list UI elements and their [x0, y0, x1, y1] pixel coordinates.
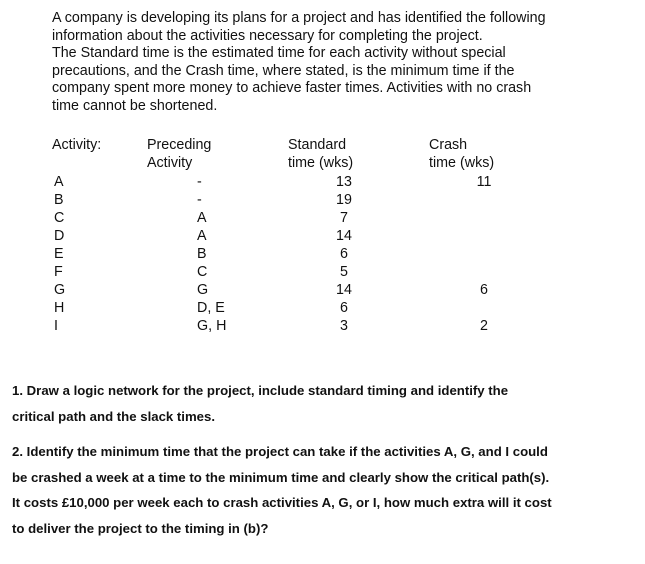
activity-cell: F: [54, 264, 63, 280]
crash-time-cell: [466, 263, 502, 281]
activity-cell: A: [54, 174, 64, 190]
crash-time-cell: [466, 227, 502, 245]
activity-cell: E: [54, 246, 64, 262]
question-1: [12, 378, 632, 429]
standard-time-cell: 6: [340, 246, 348, 262]
preceding-cell: D, E: [197, 300, 225, 316]
preceding-header-line1: Preceding: [147, 137, 212, 153]
activity-cell: C: [54, 210, 65, 226]
crash-time-cell: 11: [476, 174, 492, 190]
standard-header: [288, 137, 353, 172]
activity-cell: H: [54, 300, 65, 316]
question-2-line: 2. Identify the minimum time that the project can take if the activities A, G, and I could: [12, 444, 548, 459]
preceding-cell: -: [197, 192, 202, 208]
activity-column: [54, 173, 74, 335]
question-2: [12, 439, 632, 541]
standard-time-cell: 14: [336, 228, 352, 244]
activity-cell: D: [54, 228, 65, 244]
crash-time-column: [466, 173, 502, 335]
question-2-line: to deliver the project to the timing in (b)?: [12, 520, 269, 536]
question-2-line: It costs £10,000 per week each to crash activities A, G, or I, how much extra will it cost: [12, 495, 552, 510]
intro-line: time cannot be shortened.: [52, 97, 218, 114]
intro-line: precautions, and the Crash time, where stated, is the minimum time if the: [52, 62, 515, 79]
crash-time-cell: 2: [480, 318, 488, 334]
crash-header-line1: Crash: [429, 137, 468, 153]
preceding-cell: -: [197, 174, 202, 190]
preceding-cell: G, H: [197, 318, 227, 334]
question-1-line: critical path and the slack times.: [12, 408, 216, 424]
activity-cell: G: [54, 282, 66, 298]
preceding-header-line2: Activity: [147, 154, 193, 171]
problem-intro: [52, 10, 632, 116]
crash-header: [429, 137, 494, 172]
activity-header: [52, 137, 101, 155]
activity-cell: I: [54, 318, 58, 334]
crash-header-line2: time (wks): [429, 154, 495, 171]
crash-time-cell: [466, 299, 502, 317]
activity-cell: B: [54, 192, 64, 208]
crash-time-cell: [466, 209, 502, 227]
preceding-column: [197, 173, 257, 335]
standard-time-column: [326, 173, 362, 335]
standard-time-cell: 6: [340, 300, 348, 316]
crash-time-cell: [466, 245, 502, 263]
preceding-cell: G: [197, 282, 209, 298]
standard-time-cell: 14: [336, 282, 352, 298]
standard-time-cell: 7: [340, 210, 348, 226]
preceding-cell: C: [197, 264, 208, 280]
preceding-cell: B: [197, 246, 207, 262]
standard-time-cell: 3: [340, 318, 348, 334]
intro-line: information about the activities necessary for completing the project.: [52, 27, 483, 44]
intro-line: A company is developing its plans for a project and has identified the following: [52, 10, 546, 26]
standard-time-cell: 5: [340, 264, 348, 280]
question-2-line: be crashed a week at a time to the minimum time and clearly show the critical path(s).: [12, 469, 550, 485]
standard-header-line1: Standard: [288, 137, 347, 153]
crash-time-cell: [466, 191, 502, 209]
standard-time-cell: 13: [336, 174, 352, 190]
preceding-cell: A: [197, 210, 207, 226]
crash-time-cell: 6: [480, 282, 488, 298]
activity-header-label: Activity:: [52, 137, 102, 153]
question-1-line: 1. Draw a logic network for the project, include standard timing and identify the: [12, 383, 509, 398]
intro-line: company spent more money to achieve faster times. Activities with no crash: [52, 80, 532, 97]
standard-time-cell: 19: [336, 192, 352, 208]
preceding-header: [147, 137, 211, 172]
intro-line: The Standard time is the estimated time for each activity without special: [52, 45, 506, 62]
preceding-cell: A: [197, 228, 207, 244]
standard-header-line2: time (wks): [288, 154, 354, 171]
